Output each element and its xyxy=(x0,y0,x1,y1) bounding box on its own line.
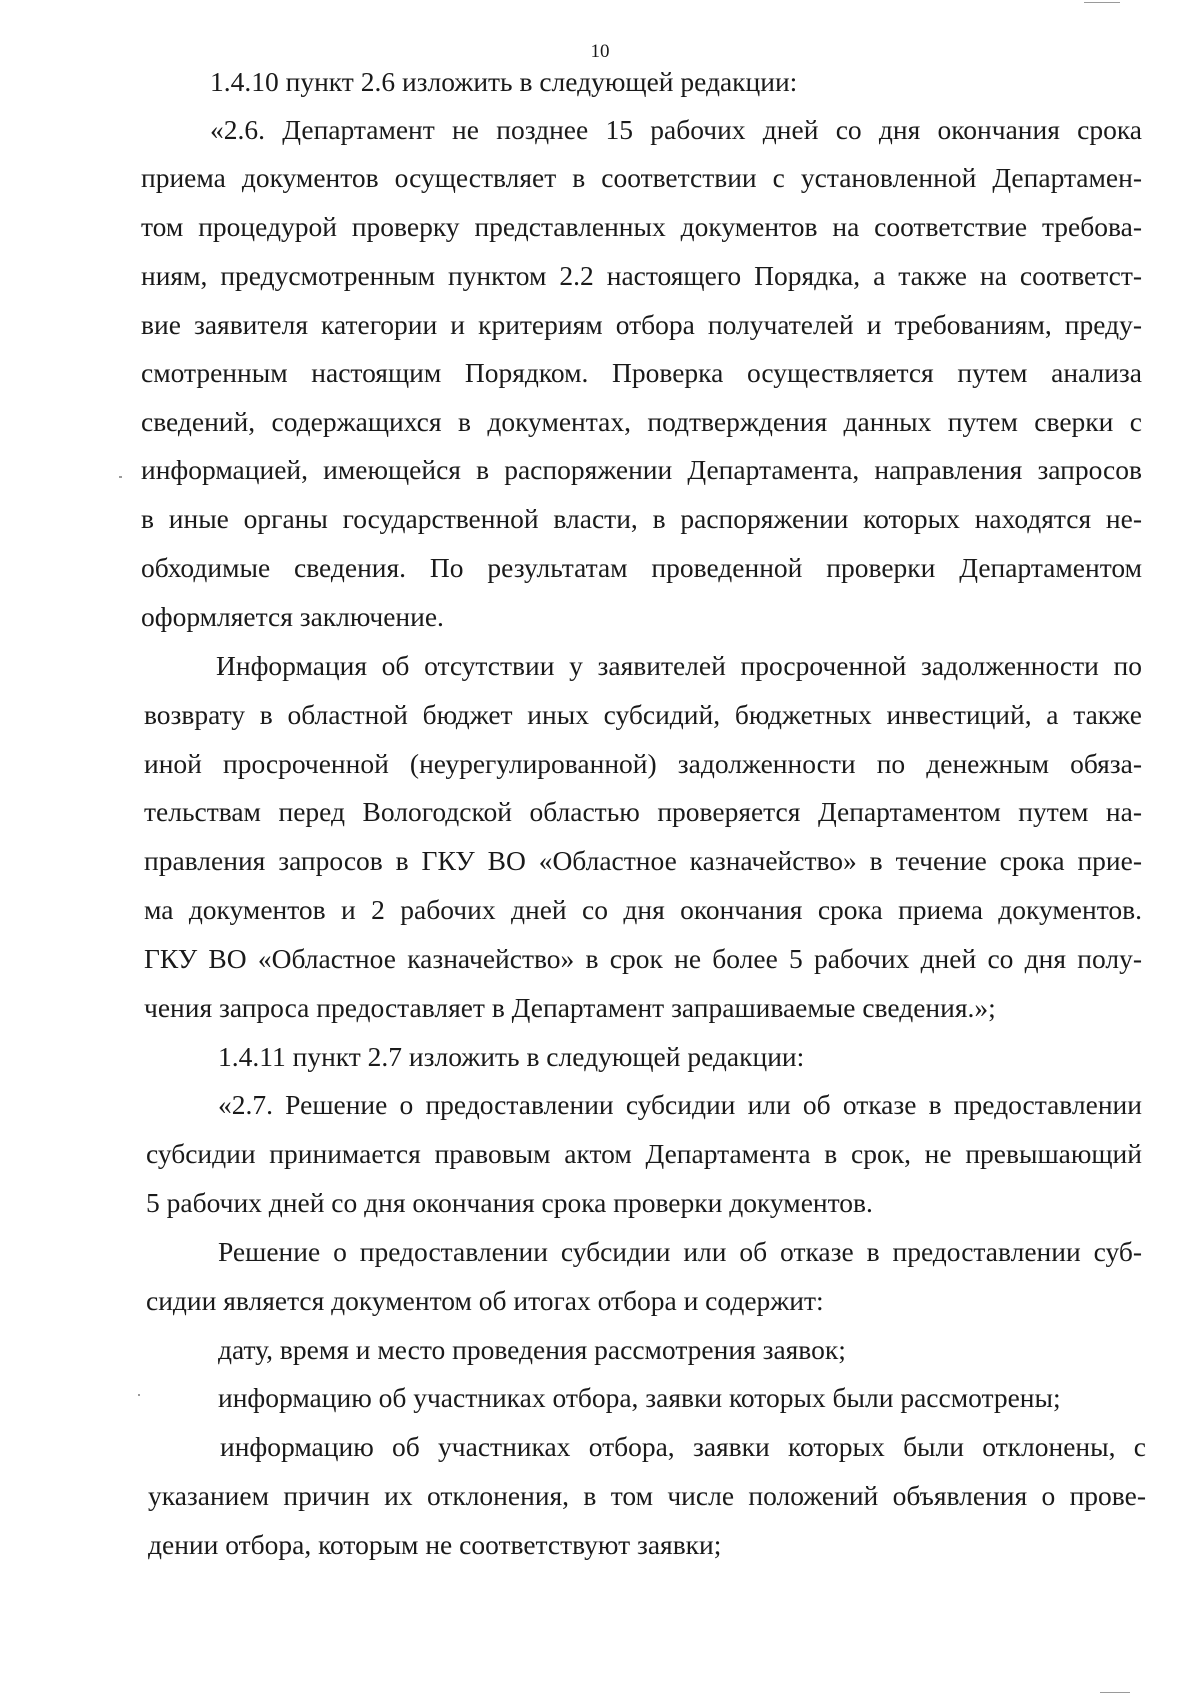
text-line-19: ГКУ ВО «Областное казначейство» в срок не более 5 рабочих дней со дня полу- xyxy=(144,943,1142,974)
text-line-16: тельствам перед Вологодской областью проверяется Департаментом путем на- xyxy=(144,796,1142,827)
text-line-22: «2.7. Решение о предоставлении субсидии или об отказе в предоставлении xyxy=(218,1089,1142,1120)
text-line-31: дении отбора, которым не соответствуют заявки; xyxy=(148,1529,722,1560)
text-line-6: вие заявителя категории и критериям отбора получателей и требованиям, преду- xyxy=(141,309,1142,340)
text-line-7: смотренным настоящим Порядком. Проверка осуществляется путем анализа xyxy=(141,357,1142,388)
text-line-8: сведений, содержащихся в документах, подтверждения данных путем сверки с xyxy=(141,406,1142,437)
scan-mark xyxy=(119,476,122,478)
text-line-4: том процедурой проверку представленных документов на соответствие требова- xyxy=(141,211,1142,242)
text-line-17: правления запросов в ГКУ ВО «Областное казначейство» в течение срока прие- xyxy=(144,845,1142,876)
scan-mark xyxy=(1100,1692,1130,1693)
text-line-30: указанием причин их отклонения, в том числе положений объявления о прове- xyxy=(148,1480,1146,1511)
text-line-13: Информация об отсутствии у заявителей просроченной задолженности по xyxy=(216,650,1142,681)
text-line-20: чения запроса предоставляет в Департамент запрашиваемые сведения.»; xyxy=(144,992,996,1023)
scan-mark xyxy=(1084,2,1120,3)
text-line-14: возврату в областной бюджет иных субсидий, бюджетных инвестиций, а также xyxy=(144,699,1142,730)
text-line-25: Решение о предоставлении субсидии или об отказе в предоставлении суб- xyxy=(218,1236,1142,1267)
text-line-29: информацию об участниках отбора, заявки которых были отклонены, с xyxy=(220,1431,1146,1462)
scan-mark xyxy=(138,1394,140,1396)
text-line-5: ниям, предусмотренным пунктом 2.2 настоящего Порядка, а также на соответст- xyxy=(141,260,1142,291)
page-number: 10 xyxy=(590,41,610,62)
text-line-3: приема документов осуществляет в соответствии с установленной Департамен- xyxy=(141,162,1142,193)
text-line-1: 1.4.10 пункт 2.6 изложить в следующей редакции: xyxy=(210,66,798,97)
text-line-24: 5 рабочих дней со дня окончания срока проверки документов. xyxy=(146,1187,873,1218)
text-line-2: «2.6. Департамент не позднее 15 рабочих дней со дня окончания срока xyxy=(210,114,1142,145)
text-line-11: обходимые сведения. По результатам проведенной проверки Департаментом xyxy=(141,552,1142,583)
text-line-15: иной просроченной (неурегулированной) задолженности по денежным обяза- xyxy=(144,748,1142,779)
text-line-27: дату, время и место проведения рассмотрения заявок; xyxy=(218,1334,846,1365)
text-line-26: сидии является документом об итогах отбора и содержит: xyxy=(146,1285,824,1316)
text-line-18: ма документов и 2 рабочих дней со дня окончания срока приема документов. xyxy=(144,894,1142,925)
text-line-23: субсидии принимается правовым актом Департамента в срок, не превышающий xyxy=(146,1138,1142,1169)
text-line-9: информацией, имеющейся в распоряжении Департамента, направления запросов xyxy=(141,454,1142,485)
text-line-10: в иные органы государственной власти, в распоряжении которых находятся не- xyxy=(141,503,1142,534)
text-line-12: оформляется заключение. xyxy=(141,601,444,632)
text-line-21: 1.4.11 пункт 2.7 изложить в следующей редакции: xyxy=(218,1041,805,1072)
text-line-28: информацию об участниках отбора, заявки которых были рассмотрены; xyxy=(218,1382,1061,1413)
